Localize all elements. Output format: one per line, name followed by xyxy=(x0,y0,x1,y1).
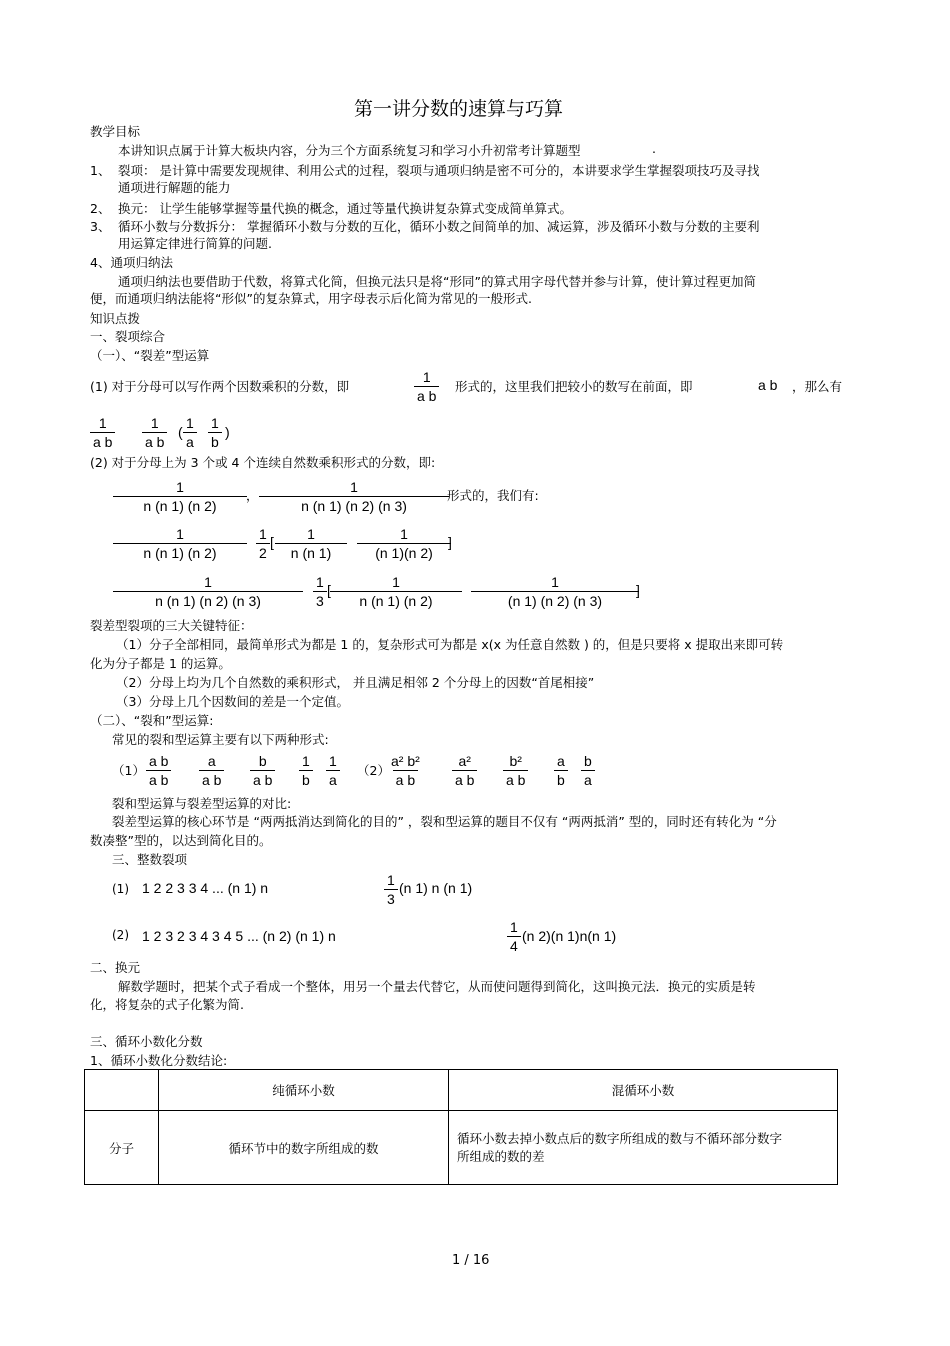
denominator: a b xyxy=(199,770,224,789)
form1-one-over-a xyxy=(326,752,340,789)
objective-1-line2: 通项进行解题的能力 xyxy=(118,180,231,195)
denominator: b xyxy=(208,432,222,451)
table-header-cell: 混循环小数 xyxy=(449,1070,838,1111)
denominator: a b xyxy=(250,770,275,789)
form2-a2-over-ab xyxy=(452,752,477,789)
form-2-label: （2） xyxy=(357,763,390,778)
table-header-cell: 纯循环小数 xyxy=(159,1070,449,1111)
compare-line2: 数凑整”型的，以达到简化目的。 xyxy=(90,833,272,848)
fraction-n3 xyxy=(116,478,244,515)
formula2-half xyxy=(256,525,270,562)
objective-3-line1: 循环小数与分数拆分： 掌握循环小数与分数的互化，循环小数之间简单的加、减运算，涉及循环小数与分数的主要利 xyxy=(118,219,760,234)
point-1-text-c: ，那么有 xyxy=(792,379,843,394)
table-row-label: 分子 xyxy=(85,1111,159,1185)
key-feature-1-line2: 化为分子都是 1 的运算。 xyxy=(90,656,231,671)
numerator: 1 xyxy=(350,479,358,495)
numerator: 1 xyxy=(400,526,408,542)
form1-a-over-ab xyxy=(199,752,224,789)
point-1-a-b: a b xyxy=(758,377,778,393)
numerator: 1 xyxy=(204,574,212,590)
form2-b-over-a xyxy=(581,752,595,789)
objective-4-line1: 通项归纳法也要借助于代数，将算式化简，但换元法只是将“形同”的算式用字母代替并参与计算，使计算过程更加简 xyxy=(118,274,756,289)
numerator: a² xyxy=(458,753,471,769)
formula3-term1 xyxy=(333,573,459,610)
integer-2-coefficient xyxy=(507,918,521,955)
numerator: 1 xyxy=(316,574,324,590)
denominator: n (n 1) (n 2) (n 3) xyxy=(259,496,449,515)
key-feature-3: （3）分母上几个因数间的差是一个定值。 xyxy=(116,694,349,709)
numerator: 1 xyxy=(176,526,184,542)
section-2-heading: 二、换元 xyxy=(90,960,141,975)
denominator: b xyxy=(299,770,313,789)
form1-one-over-b xyxy=(299,752,313,789)
numerator: 1 xyxy=(98,415,107,431)
fraction-1-over-ab xyxy=(414,368,439,405)
form2-a-over-b xyxy=(554,752,568,789)
comma: ， xyxy=(246,488,259,503)
denominator: n (n 1) (n 2) (n 3) xyxy=(113,591,303,610)
numerator: b² xyxy=(509,753,522,769)
fraction-n4 xyxy=(262,478,446,515)
numerator: b xyxy=(258,753,267,769)
denominator: 4 xyxy=(507,936,521,955)
point-1-text-a: (1) 对于分母可以写作两个因数乘积的分数，即 xyxy=(90,379,350,394)
table-header-cell xyxy=(85,1070,159,1111)
formula3-term2 xyxy=(474,573,636,610)
form1-b-over-ab xyxy=(250,752,275,789)
denominator: 3 xyxy=(313,591,327,610)
integer-1-rest: (n 1) n (n 1) xyxy=(399,880,473,896)
integer-2-expression: 1 2 3 2 3 4 3 4 5 ... (n 2) (n 1) n xyxy=(142,928,336,944)
integer-split-heading: 三、整数裂项 xyxy=(112,852,188,867)
subsection-2-heading: （二）、“裂和”型运算: xyxy=(90,713,214,728)
numerator: a xyxy=(557,753,565,769)
denominator: n (n 1) xyxy=(275,543,347,562)
table-cell-mixed-line2: 所组成的数的差 xyxy=(457,1148,545,1164)
integer-1-label: (1) xyxy=(112,882,129,896)
denominator: n (n 1) (n 2) xyxy=(330,591,462,610)
numerator: 1 xyxy=(392,574,400,590)
denominator: (n 1) (n 2) (n 3) xyxy=(471,591,639,610)
point-2-text: (2) 对于分母上为 3 个或 4 个连续自然数乘积形式的分数，即: xyxy=(90,455,436,470)
knowledge-heading: 知识点拨 xyxy=(90,311,141,326)
objective-3-number: 3、 xyxy=(90,219,111,234)
decimal-conversion-table xyxy=(84,1069,838,1185)
numerator: 1 xyxy=(551,574,559,590)
formula-lhs-fraction xyxy=(90,414,115,451)
point-1-text-b: 形式的，这里我们把较小的数写在前面，即 xyxy=(455,379,693,394)
integer-1-coefficient xyxy=(384,871,398,908)
formula3-right-bracket: ] xyxy=(636,582,640,598)
formula-one-over-a xyxy=(183,414,197,451)
formula2-left-bracket: [ xyxy=(270,534,274,550)
form2-lhs xyxy=(388,752,423,789)
numerator: a xyxy=(207,753,216,769)
denominator: 2 xyxy=(256,543,270,562)
formula-right-paren: ) xyxy=(225,424,230,440)
denominator: a b xyxy=(142,432,167,451)
numerator: 1 xyxy=(307,526,315,542)
form-1-label: （1） xyxy=(112,763,145,778)
objectives-intro: 本讲知识点属于计算大板块内容，分为三个方面系统复习和学习小升初常考计算题型 xyxy=(118,143,581,158)
objective-3-line2: 用运算定律进行简算的问题. xyxy=(118,236,272,251)
numerator: 1 xyxy=(329,753,337,769)
numerator: 1 xyxy=(259,526,267,542)
objective-4-line2: 便，而通项归纳法能将“形似”的复杂算式，用字母表示后化简为常见的一般形式. xyxy=(90,291,532,306)
denominator: a b xyxy=(90,432,115,451)
formula-coef-fraction xyxy=(142,414,167,451)
formula-left-paren: ( xyxy=(178,424,183,440)
denominator: n (n 1) (n 2) xyxy=(113,543,247,562)
numerator: 1 xyxy=(176,479,184,495)
compare-line1: 裂差型运算的核心环节是 “两两抵消达到简化的目的” ，裂和型运算的题目不仅有 “两两抵消” 型的，同时还有转化为 “分 xyxy=(112,814,777,829)
integer-2-rest: (n 2)(n 1)n(n 1) xyxy=(522,928,617,944)
numerator: 1 xyxy=(186,415,194,431)
numerator: 1 xyxy=(422,369,431,385)
table-cell-mixed-line1: 循环小数去掉小数点后的数字所组成的数与不循环部分数字 xyxy=(457,1130,783,1146)
table-cell-pure: 循环节中的数字所组成的数 xyxy=(159,1111,449,1185)
objective-1-number: 1、 xyxy=(90,163,111,178)
denominator: a xyxy=(326,770,340,789)
denominator: a b xyxy=(503,770,528,789)
formula3-lhs xyxy=(116,573,300,610)
form2-b2-over-ab xyxy=(503,752,528,789)
denominator: n (n 1) (n 2) xyxy=(113,496,247,515)
denominator: b xyxy=(554,770,568,789)
subsection-2-intro: 常见的裂和型运算主要有以下两种形式: xyxy=(112,732,329,747)
table-row xyxy=(85,1111,838,1185)
section-2-line1: 解数学题时，把某个式子看成一个整体，用另一个量去代替它，从而使问题得到简化，这叫换元法．换元的实质是转 xyxy=(118,979,756,994)
compare-heading: 裂和型运算与裂差型运算的对比: xyxy=(112,796,292,811)
table-cell-mixed xyxy=(449,1111,838,1185)
denominator: a b xyxy=(414,386,439,405)
key-feature-1-line1: （1）分子全部相同，最简单形式为都是 1 的，复杂形式可为都是 x(x 为任意自然数 ) 的，但是只要将 x 提取出来即可转 xyxy=(116,637,784,652)
denominator: a b xyxy=(146,770,171,789)
formula3-third xyxy=(313,573,327,610)
section-3-heading: 三、循环小数化分数 xyxy=(90,1034,203,1049)
formula-one-over-b xyxy=(208,414,222,451)
page-title: 第一讲分数的速算与巧算 xyxy=(354,98,564,120)
numerator: 1 xyxy=(387,872,395,888)
integer-2-label: (2) xyxy=(112,928,129,942)
point-2-tail: 形式的，我们有: xyxy=(447,488,539,503)
key-feature-2: （2）分母上均为几个自然数的乘积形式， 并且满足相邻 2 个分母上的因数“首尾相接” xyxy=(116,675,595,690)
integer-1-expression: 1 2 2 3 3 4 ... (n 1) n xyxy=(142,880,269,896)
formula2-term1 xyxy=(278,525,344,562)
numerator: 1 xyxy=(211,415,219,431)
page-number: 1 / 16 xyxy=(452,1253,490,1268)
denominator: a b xyxy=(393,770,418,789)
key-features-heading: 裂差型裂项的三大关键特征： xyxy=(90,618,253,633)
objectives-intro-dot: . xyxy=(652,141,656,156)
section-1-heading: 一、裂项综合 xyxy=(90,329,166,344)
numerator: 1 xyxy=(510,919,518,935)
numerator: 1 xyxy=(150,415,159,431)
objective-2-text: 换元： 让学生能够掌握等量代换的概念，通过等量代换讲复杂算式变成简单算式。 xyxy=(118,201,572,216)
objective-2-number: 2、 xyxy=(90,201,111,216)
objective-4-heading: 4、通项归纳法 xyxy=(90,255,173,270)
objective-1-line1: 裂项： 是计算中需要发现规律、利用公式的过程，裂项与通项归纳是密不可分的，本讲要求学生掌握裂项技巧及寻找 xyxy=(118,163,760,178)
formula2-lhs xyxy=(116,525,244,562)
objectives-heading: 教学目标 xyxy=(90,124,141,139)
subsection-1-heading: （一）、“裂差”型运算 xyxy=(90,348,210,363)
section-3-subheading: 1、循环小数化分数结论: xyxy=(90,1053,228,1068)
formula3-left-bracket: [ xyxy=(327,582,331,598)
table-header-row xyxy=(85,1070,838,1111)
formula2-term2 xyxy=(360,525,448,562)
numerator: a b xyxy=(149,753,169,769)
denominator: a xyxy=(183,432,197,451)
formula2-right-bracket: ] xyxy=(448,534,452,550)
form1-lhs xyxy=(146,752,171,789)
numerator: a² b² xyxy=(391,753,420,769)
denominator: a b xyxy=(452,770,477,789)
denominator: 3 xyxy=(384,889,398,908)
section-2-line2: 化，将复杂的式子化繁为简. xyxy=(90,997,244,1012)
denominator: a xyxy=(581,770,595,789)
denominator: (n 1)(n 2) xyxy=(357,543,451,562)
numerator: b xyxy=(584,753,592,769)
numerator: 1 xyxy=(302,753,310,769)
